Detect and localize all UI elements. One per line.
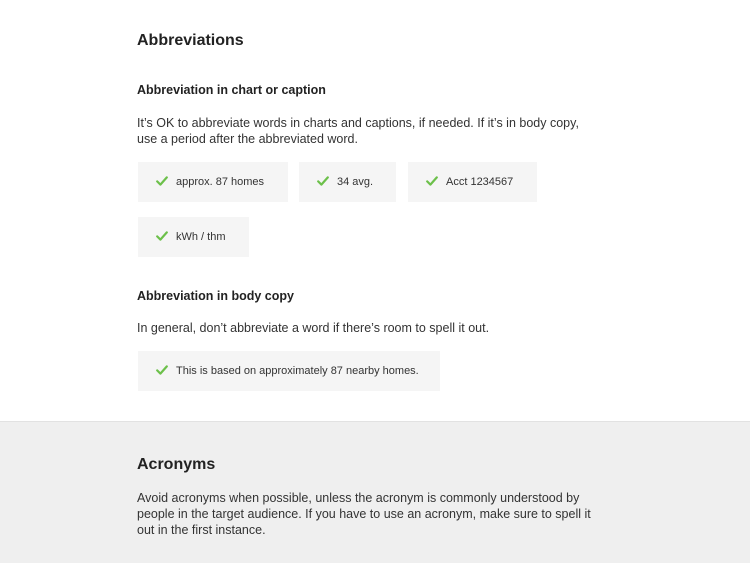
acronyms-section xyxy=(0,422,750,563)
chart-caption-heading: Abbreviation in chart or caption xyxy=(137,83,326,97)
chart-caption-body: It’s OK to abbreviate words in charts and captions, if needed. If it’s in body copy, use a period after the abbreviated word. xyxy=(137,116,579,146)
acronyms-body: Avoid acronyms when possible, unless the acronym is commonly understood by people in the target audience. If you have to use an acronym, make sure to spell it out in the first instance. xyxy=(137,491,591,537)
example-chip xyxy=(138,351,440,391)
checkmark-icon xyxy=(156,230,168,242)
example-text: kWh / thm xyxy=(176,231,226,243)
example-chip xyxy=(299,162,396,202)
example-text: Acct 1234567 xyxy=(446,176,514,188)
body-copy-heading: Abbreviation in body copy xyxy=(137,289,294,303)
checkmark-icon xyxy=(156,364,168,376)
acronyms-title: Acronyms xyxy=(137,456,216,473)
checkmark-icon xyxy=(156,175,168,187)
body-copy-body: In general, don’t abbreviate a word if there’s room to spell it out. xyxy=(137,321,490,335)
abbreviations-title: Abbreviations xyxy=(137,32,244,49)
example-chip xyxy=(138,162,288,202)
example-text: approx. 87 homes xyxy=(176,176,265,188)
example-text: 34 avg. xyxy=(337,176,374,188)
checkmark-icon xyxy=(426,175,438,187)
example-chip xyxy=(138,217,249,257)
checkmark-icon xyxy=(317,175,329,187)
example-text: This is based on approximately 87 nearby homes. xyxy=(176,365,419,377)
example-chip xyxy=(408,162,537,202)
